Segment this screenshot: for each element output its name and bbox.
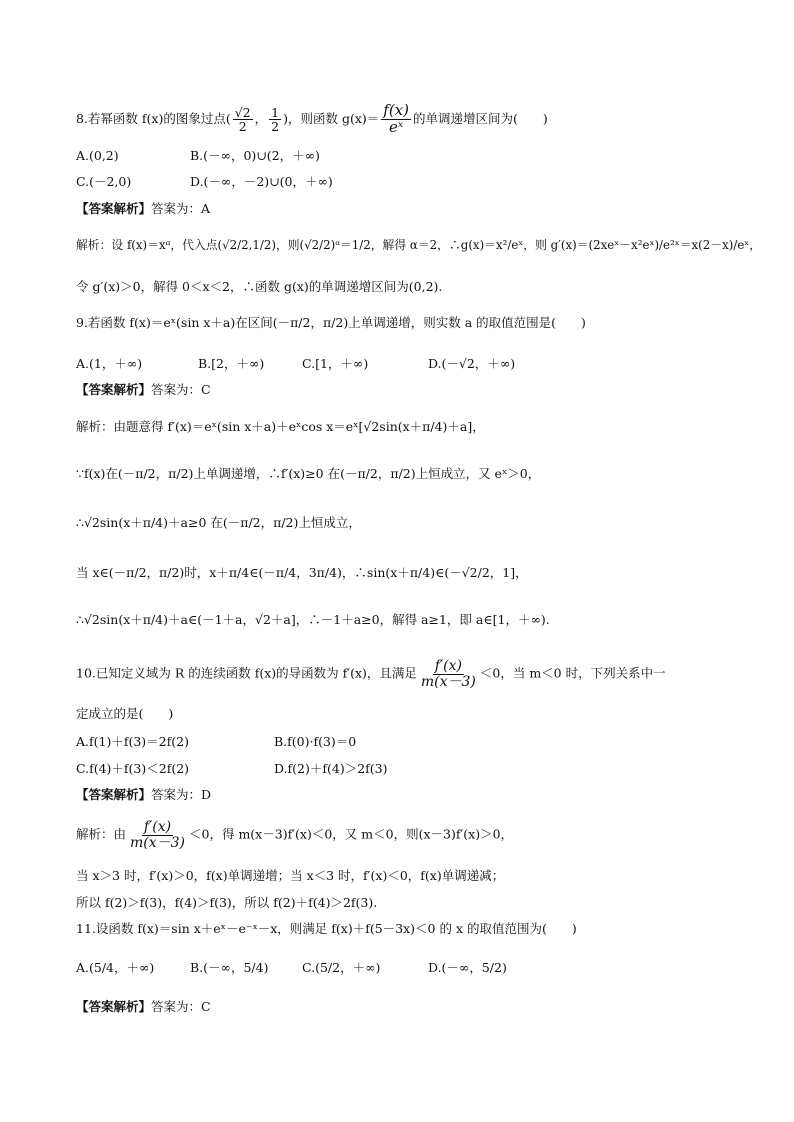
q10-solution-line-1 — [76, 820, 513, 850]
q10-option-c: C.f(4)＋f(3)＜2f(2) — [76, 761, 190, 776]
q10-condition-num: f′(x) — [434, 658, 462, 674]
q8-solution-line-2: 令 g′(x)＞0，解得 0＜x＜2，∴函数 g(x)的单调递增区间为(0,2). — [76, 279, 443, 294]
q11-option-a: A.(5/4，＋∞) — [76, 960, 155, 975]
q11-answer-label: 【答案解析】 — [76, 999, 152, 1014]
q8-stem-text-a: 8.若幂函数 f(x)的图象过点( — [76, 110, 231, 126]
q10-answer-text: 答案为：D — [151, 787, 212, 802]
q8-g-den: eˣ — [389, 117, 404, 136]
q10-condition-frac — [419, 659, 478, 689]
q8-point-frac-1 — [233, 106, 253, 133]
q8-g-num: f(x) — [383, 101, 409, 119]
q10-option-a: A.f(1)＋f(3)＝2f(2) — [76, 734, 189, 749]
q10-solution-num: f′(x) — [143, 819, 172, 835]
q10-solution-frac — [128, 820, 187, 850]
q9-solution-line-5: ∴√2sin(x＋π/4)＋a∈(－1＋a，√2＋a]，∴－1＋a≥0，解得 a≥1，即 a∈[1，＋∞). — [76, 612, 550, 627]
q9-option-c: C.[1，＋∞) — [302, 356, 369, 371]
q10-answer — [76, 789, 211, 802]
q8-option-a: A.(0,2) — [76, 148, 119, 163]
q11-stem: 11.设函数 f(x)＝sin x＋eˣ－e⁻ˣ－x，则满足 f(x)＋f(5－3x)＜0 的 x 的取值范围为( ) — [76, 921, 577, 936]
q8-point-den-1: 2 — [238, 118, 247, 134]
q10-stem-text-a: 10.已知定义域为 R 的连续函数 f(x)的导函数为 f′(x)，且满足 — [76, 665, 417, 681]
q11-answer — [76, 1001, 211, 1014]
q10-solution-text-a: 解析：由 — [76, 826, 127, 842]
q9-solution-line-1: 解析：由题意得 f′(x)＝eˣ(sin x＋a)＋eˣcos x＝eˣ[√2sin(x＋π/4)＋a]， — [76, 419, 485, 434]
q10-stem-text-b: ＜0，当 m＜0 时，下列关系中一 — [479, 665, 666, 681]
q10-option-d: D.f(2)＋f(4)＞2f(3) — [274, 761, 388, 776]
q9-solution-line-2: ∵f(x)在(－π/2，π/2)上单调递增，∴f′(x)≥0 在(－π/2，π/2)上恒成立，又 eˣ＞0， — [76, 466, 541, 481]
q9-answer — [76, 384, 211, 397]
q10-condition-den: m(x－3) — [420, 673, 476, 690]
q8-option-b: B.(－∞，0)∪(2，＋∞) — [190, 148, 320, 163]
q8-answer-text: 答案为：A — [151, 201, 211, 216]
q8-stem-text-c: 的单调递增区间为( ) — [412, 110, 548, 126]
q8-answer — [76, 203, 210, 216]
q8-option-d: D.(－∞，－2)∪(0，＋∞) — [190, 174, 333, 189]
q10-solution-den: m(x－3) — [130, 834, 186, 851]
q11-answer-text: 答案为：C — [151, 999, 211, 1014]
q11-option-b: B.(－∞，5/4) — [190, 960, 269, 975]
q11-option-c: C.(5/2，＋∞) — [302, 960, 381, 975]
q8-option-c: C.(－2,0) — [76, 174, 132, 189]
q8-g-frac — [381, 103, 411, 136]
q9-option-b: B.[2，＋∞) — [198, 356, 265, 371]
q8-point-num-1: √2 — [234, 104, 251, 120]
q10-solution-line-2: 当 x＞3 时，f′(x)＞0，f(x)单调递增；当 x＜3 时，f′(x)＜0，f(x)单调递减； — [76, 868, 505, 883]
q10-solution-line-3: 所以 f(2)＞f(3)，f(4)＞f(3)，所以 f(2)＋f(4)＞2f(3). — [76, 895, 378, 910]
q10-answer-label: 【答案解析】 — [76, 787, 152, 802]
q9-option-d: D.(－√2，＋∞) — [428, 356, 516, 371]
q11-option-d: D.(－∞，5/2) — [428, 960, 507, 975]
q8-stem-text-b: )，则函数 g(x)＝ — [283, 110, 380, 126]
q8-answer-label: 【答案解析】 — [76, 201, 152, 216]
q9-solution-line-3: ∴√2sin(x＋π/4)＋a≥0 在(－π/2，π/2)上恒成立， — [76, 515, 361, 530]
q8-point-num-2: 1 — [271, 104, 280, 120]
q8-solution-line-1: 解析：设 f(x)＝xᵅ，代入点(√2/2,1/2)，则(√2/2)ᵅ＝1/2，解得 α＝2，∴g(x)＝x²/eˣ，则 g′(x)＝(2xeˣ－x²eˣ)/e²ˣ＝x(2－x)/eˣ， — [76, 238, 762, 252]
q8-point-den-2: 2 — [271, 118, 280, 134]
q10-solution-text-b: ＜0，得 m(x－3)f′(x)＜0，又 m＜0，则(x－3)f′(x)＞0， — [189, 826, 514, 842]
q9-answer-label: 【答案解析】 — [76, 382, 152, 397]
q10-option-b: B.f(0)·f(3)＝0 — [274, 734, 357, 749]
q8-stem — [76, 103, 548, 136]
q10-stem-line-2: 定成立的是( ) — [76, 706, 174, 721]
q9-stem: 9.若函数 f(x)＝eˣ(sin x＋a)在区间(－π/2，π/2)上单调递增，则实数 a 的取值范围是( ) — [76, 315, 586, 330]
q10-stem — [76, 659, 666, 689]
q8-point-frac-2 — [269, 106, 281, 133]
q8-point-sep: ， — [254, 110, 268, 126]
q9-solution-line-4: 当 x∈(－π/2，π/2)时，x＋π/4∈(－π/4，3π/4)，∴sin(x＋π/4)∈(－√2/2，1]， — [76, 565, 528, 580]
q9-option-a: A.(1，＋∞) — [76, 356, 143, 371]
q9-answer-text: 答案为：C — [151, 382, 211, 397]
